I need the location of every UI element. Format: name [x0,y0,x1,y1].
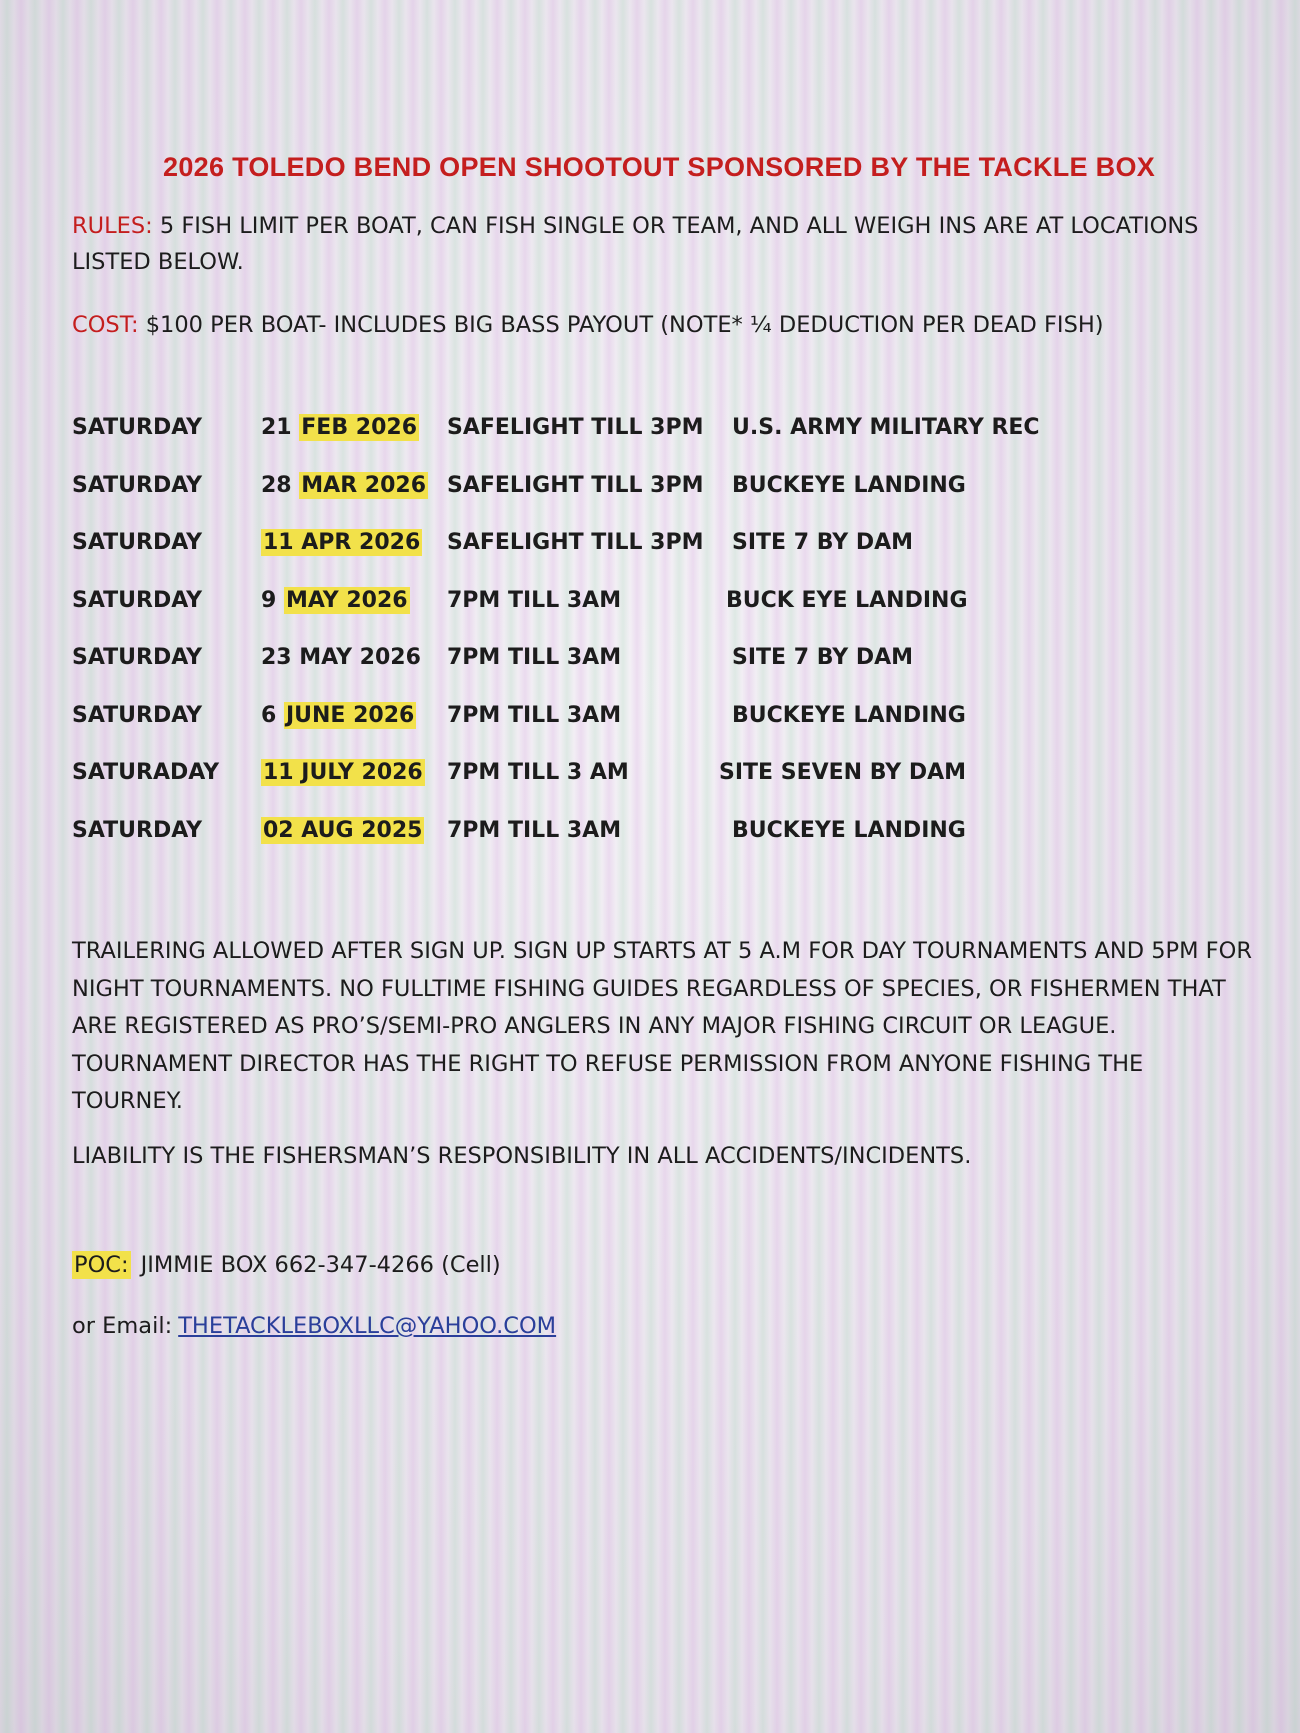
schedule-time: SAFELIGHT TILL 3PM [447,415,704,440]
poc-label: POC: [74,1252,129,1278]
schedule-row [72,588,1072,646]
cost-paragraph [72,307,1242,343]
schedule-row [72,530,1072,588]
schedule-day: SATURDAY [72,645,203,670]
schedule-date-plain: 28 [261,472,300,498]
schedule-date [261,473,428,498]
schedule-day: SATURADAY [72,760,220,785]
schedule-day: SATURDAY [72,415,203,440]
schedule-date-highlight: JUNE 2026 [285,702,415,728]
cost-text: $100 PER BOAT- INCLUDES BIG BASS PAYOUT (NOTE* ¼ DEDUCTION PER DEAD FISH) [145,312,1104,338]
schedule-row [72,645,1072,703]
schedule-date-highlight: 11 JULY 2026 [263,760,423,785]
cost-label: COST: [72,312,139,338]
schedule-date-highlight: 02 AUG 2025 [263,817,423,843]
schedule-date-plain: 9 [261,587,284,613]
tournament-schedule [72,415,1072,875]
schedule-day: SATURDAY [72,817,203,843]
schedule-date-highlight: MAY 2026 [285,587,408,613]
schedule-location: BUCK EYE LANDING [726,587,968,613]
schedule-date [261,530,422,555]
schedule-date-highlight: MAR 2026 [301,472,427,498]
schedule-location: BUCKEYE LANDING [732,472,966,498]
schedule-day: SATURDAY [72,472,203,498]
schedule-time: 7PM TILL 3AM [447,817,622,843]
schedule-date [261,760,425,785]
schedule-date-highlight: 11 APR 2026 [263,530,421,555]
schedule-time: SAFELIGHT TILL 3PM [447,472,704,498]
schedule-location: BUCKEYE LANDING [732,817,966,843]
schedule-row [72,473,1072,531]
poc-contact: JIMMIE BOX 662-347-4266 (Cell) [140,1252,501,1278]
schedule-time: SAFELIGHT TILL 3PM [447,530,704,555]
liability-paragraph: LIABILITY IS THE FISHERSMAN’S RESPONSIBILITY IN ALL ACCIDENTS/INCIDENTS. [72,1143,972,1169]
flyer-title: 2026 TOLEDO BEND OPEN SHOOTOUT SPONSORED BY THE TACKLE BOX [163,152,1156,182]
schedule-date [261,588,410,613]
schedule-time: 7PM TILL 3AM [447,587,622,613]
rules-label: RULES: [72,213,153,239]
rules-text: 5 FISH LIMIT PER BOAT, CAN FISH SINGLE OR TEAM, AND ALL WEIGH INS ARE AT LOCATIONS LISTED BELOW. [72,213,1199,275]
email-link[interactable]: THETACKLEBOXLLC@YAHOO.COM [178,1313,557,1339]
schedule-row [72,818,1072,876]
trailering-paragraph: TRAILERING ALLOWED AFTER SIGN UP. SIGN UP STARTS AT 5 A.M FOR DAY TOURNAMENTS AND 5PM FOR NIGHT TOURNAMENTS. NO FULLTIME FISHING GUIDES REGARDLESS OF SPECIES, OR FISHERMEN THAT ARE REGISTERED AS PRO’S/SEMI-PRO ANGLERS IN ANY MAJOR FISHING CIRCUIT OR LEAGUE. TOURNAMENT DIRECTOR HAS THE RIGHT TO REFUSE PERMISSION FROM ANYONE FISHING THE TOURNEY. [72,938,1252,1114]
email-line [72,1313,556,1339]
schedule-location: SITE 7 BY DAM [732,530,914,555]
schedule-time: 7PM TILL 3AM [447,702,622,728]
schedule-day: SATURDAY [72,530,203,555]
schedule-row [72,415,1072,473]
schedule-date [261,645,421,670]
schedule-time: 7PM TILL 3 AM [447,760,629,785]
schedule-location: U.S. ARMY MILITARY REC [732,415,1040,440]
schedule-time: 7PM TILL 3AM [447,645,622,670]
schedule-date-plain: 23 MAY 2026 [261,645,421,670]
schedule-date [261,703,416,728]
schedule-day: SATURDAY [72,702,203,728]
schedule-date-plain: 6 [261,702,284,728]
poc-line [72,1252,501,1278]
schedule-location: BUCKEYE LANDING [732,702,966,728]
schedule-location: SITE SEVEN BY DAM [719,760,967,785]
schedule-row [72,703,1072,761]
schedule-date-plain: 21 [261,415,300,440]
email-prefix: or Email: [72,1313,173,1339]
schedule-date [261,415,419,440]
schedule-location: SITE 7 BY DAM [732,645,914,670]
schedule-date [261,818,424,843]
schedule-day: SATURDAY [72,587,203,613]
schedule-date-highlight: FEB 2026 [301,415,417,440]
rules-paragraph [72,208,1242,280]
schedule-row [72,760,1072,818]
